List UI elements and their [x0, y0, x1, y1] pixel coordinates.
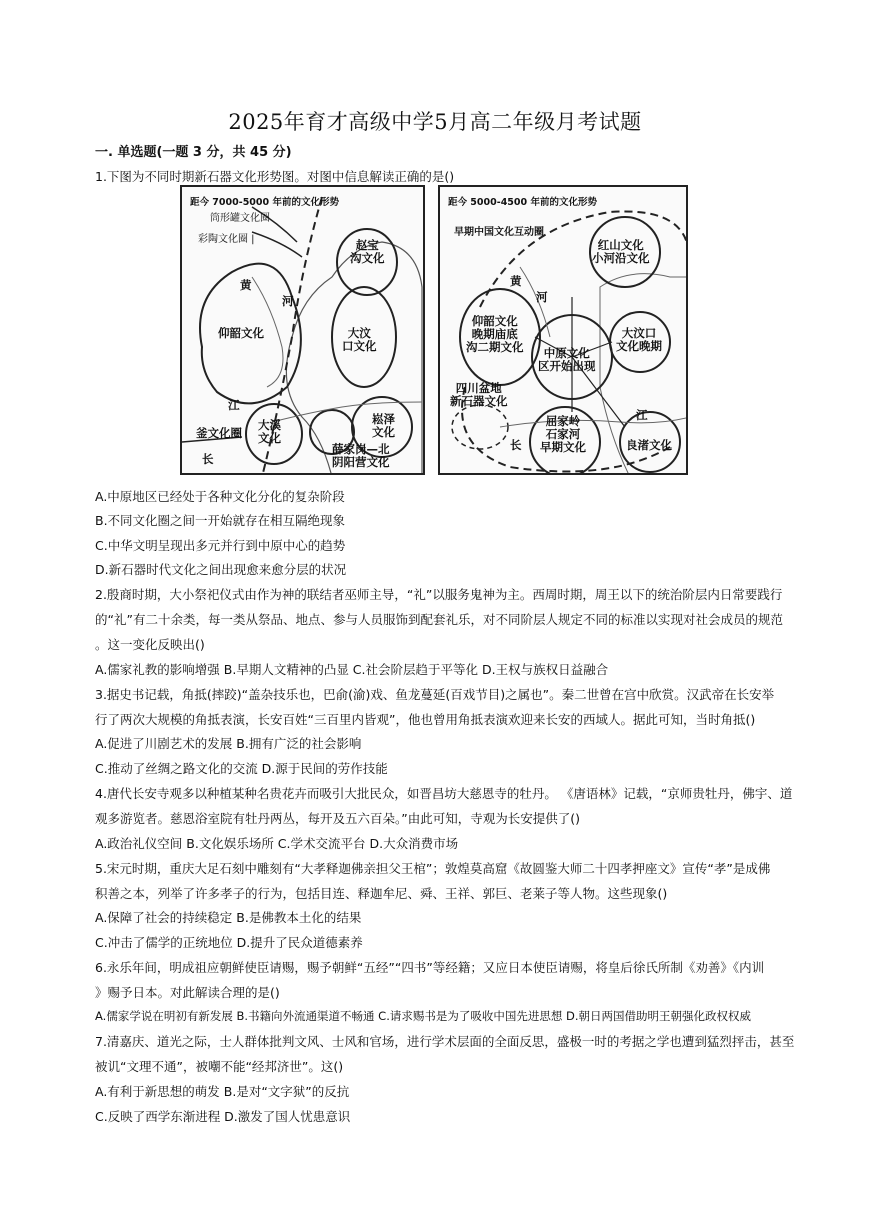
- question-2-stem-line-1: 2.殷商时期，大小祭祀仪式由作为神的联结者巫师主导，“礼”以服务鬼神为主。西周时期，周王以下的统治阶层内日常要践行: [95, 587, 783, 602]
- label-sichuan: 四川盆地 新石器文化: [450, 381, 508, 408]
- question-7-options-ab: A.有利于新思想的萌发 B.是对“文字狱”的反抗: [95, 1084, 350, 1099]
- question-1-option-b: B.不同文化圈之间一开始就存在相互隔绝现象: [95, 513, 346, 528]
- question-4-stem-line-2: 观多游览者。慈恩浴室院有牡丹两丛，每开及五六百朵。”由此可知，寺观为长安提供了(): [95, 811, 580, 826]
- question-1-option-a: A.中原地区已经处于各种文化分化的复杂阶段: [95, 489, 345, 504]
- label-chang-left: 长: [202, 452, 214, 466]
- label-hongshan: 红山文化 小河沿文化: [592, 238, 650, 265]
- question-1-option-d: D.新石器时代文化之间出现愈来愈分层的状况: [95, 562, 347, 577]
- label-liangzhu: 良渚文化: [626, 438, 672, 452]
- label-yangshao-late: 仰韶文化 晚期庙底 沟二期文化: [466, 314, 524, 354]
- map-left-title: 距今 7000-5000 年前的文化形势: [190, 197, 339, 208]
- map-left: [180, 185, 425, 475]
- question-2-stem-line-2: 的“礼”有二十余类，每一类从祭品、地点、参与人员服饰到配套礼乐，对不同阶层人规定不同的标准以实现对社会成员的规范: [95, 612, 783, 627]
- question-7-options-cd: C.反映了西学东渐进程 D.激发了国人忧患意识: [95, 1109, 351, 1124]
- question-5-stem-line-1: 5.宋元时期，重庆大足石刻中雕刻有“大孝释迦佛亲担父王棺”；敦煌莫高窟《故圆鉴大师二十四孝押座文》宣传“孝”是成佛: [95, 861, 771, 876]
- label-songze: 崧泽 文化: [372, 412, 395, 439]
- page-title: 2025年育才高级中学5月高二年级月考试题: [228, 110, 642, 134]
- question-7-stem-line-2: 被讥“文理不通”，被嘲不能“经邦济世”。这(): [95, 1059, 344, 1074]
- question-3-stem-line-1: 3.据史书记载，角抵(摔跤)“盖杂技乐也，巴俞(渝)戏、鱼龙蔓延(百戏节目)之属也”。秦二世曾在宫中欣赏。汉武帝在长安举: [95, 687, 775, 702]
- question-3-options-ab: A.促进了川剧艺术的发展 B.拥有广泛的社会影响: [95, 736, 362, 751]
- label-qujialing: 屈家岭 石家河 早期文化: [540, 414, 586, 454]
- question-6-options: A.儒家学说在明初有新发展 B.书籍向外流通渠道不畅通 C.请求赐书是为了吸收中国先进思想 D.朝日两国借助明王朝强化政权权威: [95, 1009, 752, 1023]
- question-7-stem-line-1: 7.清嘉庆、道光之际，士人群体批判文风、士风和官场，进行学术层面的全面反思，盛极一时的考据之学也遭到猛烈抨击，甚至: [95, 1034, 795, 1049]
- question-2-stem-line-3: 。这一变化反映出(): [95, 637, 205, 652]
- question-1-figure: [180, 185, 690, 475]
- question-5-options-ab: A.保障了社会的持续稳定 B.是佛教本土化的结果: [95, 910, 362, 925]
- label-he-right: 河: [536, 290, 548, 304]
- label-xuejiagang: 薛家岗—北 阴阳营文化: [332, 442, 390, 469]
- question-4-options: A.政治礼仪空间 B.文化娱乐场所 C.学术交流平台 D.大众消费市场: [95, 836, 459, 851]
- question-5-stem-line-2: 积善之本，列举了许多孝子的行为，包括目连、释迦牟尼、舜、王祥、郭巨、老莱子等人物。这些现象(): [95, 886, 668, 901]
- label-daxi: 大溪 文化: [258, 418, 281, 445]
- label-jiang-right: 江: [636, 408, 648, 422]
- question-2-options: A.儒家礼教的影响增强 B.早期人文精神的凸显 C.社会阶层趋于平等化 D.王权与族权日益融合: [95, 662, 609, 677]
- map-right: [438, 185, 688, 475]
- label-caitao: 彩陶文化圈 |: [198, 234, 255, 245]
- label-zhongyuan: 中原文化 区开始出现: [538, 346, 596, 373]
- question-3-stem-line-2: 行了两次大规模的角抵表演，长安百姓“三百里内皆观”，他也曾用角抵表演欢迎来长安的西域人。据此可知，当时角抵(): [95, 712, 756, 727]
- label-he-left: 河: [282, 294, 294, 308]
- question-6-stem-line-2: 》赐予日本。对此解读合理的是(): [95, 985, 280, 1000]
- question-1-option-c: C.中华文明呈现出多元并行到中原中心的趋势: [95, 538, 346, 553]
- label-fu: 釜文化圈: [196, 426, 242, 440]
- label-zhaobao: 赵宝 沟文化: [350, 238, 385, 265]
- question-3-options-cd: C.推动了丝绸之路文化的交流 D.源于民间的劳作技能: [95, 761, 388, 776]
- label-chang-right: 长: [510, 438, 522, 452]
- question-4-stem-line-1: 4.唐代长安寺观多以种植某种名贵花卉而吸引大批民众，如晋昌坊大慈恩寺的牡丹。 《唐语林》记载，“京师贵牡丹，佛宇、道: [95, 786, 793, 801]
- label-huang-right: 黄: [510, 274, 522, 288]
- label-tongxing: 筒形罐文化圈: [210, 213, 270, 224]
- label-huang-left: 黄: [240, 278, 252, 292]
- label-jiang-left: 江: [228, 398, 240, 412]
- question-6-stem-line-1: 6.永乐年间，明成祖应朝鲜使臣请赐，赐予朝鲜“五经”“四书”等经籍；又应日本使臣请赐，将皇后徐氏所制《劝善》《内训: [95, 960, 765, 975]
- question-1-stem: 1.下图为不同时期新石器文化形势图。对图中信息解读正确的是(): [95, 169, 455, 184]
- label-dawenkou-late: 大汶口 文化晚期: [616, 326, 662, 353]
- section-heading: 一. 单选题(一题 3 分，共 45 分): [95, 145, 292, 160]
- question-5-options-cd: C.冲击了儒学的正统地位 D.提升了民众道德素养: [95, 935, 363, 950]
- map-right-title: 距今 5000-4500 年前的文化形势: [448, 197, 597, 208]
- label-hudong: 早期中国文化互动圈: [454, 227, 544, 238]
- label-dawenkou: 大汶 口文化: [342, 326, 377, 353]
- label-yangshao: 仰韶文化: [218, 326, 264, 340]
